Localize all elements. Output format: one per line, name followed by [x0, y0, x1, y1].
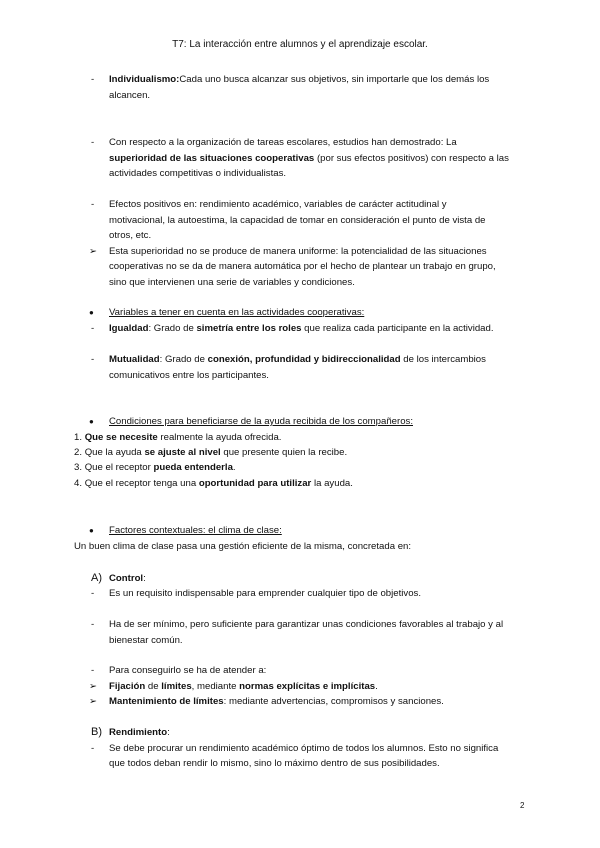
individualismo-line — [109, 74, 489, 86]
text: de — [145, 681, 162, 692]
mantenimiento-line — [109, 696, 444, 708]
item-number: 4. — [74, 478, 83, 489]
term-normas: normas explícitas e implícitas — [239, 681, 376, 692]
text: : Grado de — [148, 323, 197, 334]
text: la ayuda. — [311, 478, 353, 489]
rendimiento-line-1: Se debe procurar un rendimiento académico óptimo de todos los alumnos. Esto no significa — [109, 743, 499, 754]
term-simetria: simetría entre los roles — [196, 323, 302, 334]
page-header-title: T7: La interacción entre alumnos y el aprendizaje escolar. — [172, 39, 428, 50]
term-limites: límites — [161, 681, 192, 692]
term-mutualidad: Mutualidad — [109, 354, 160, 365]
arrow-marker: ➢ — [89, 681, 98, 692]
term-control: Control — [109, 573, 144, 584]
condiciones-heading: Condiciones para beneficiarse de la ayuda recibida de los compañeros: — [109, 416, 413, 427]
page-number: 2 — [520, 801, 525, 810]
condicion-item — [74, 462, 236, 474]
term-individualismo: Individualismo: — [109, 74, 180, 85]
term: pueda entenderla — [153, 462, 233, 473]
item-number: 2. — [74, 447, 83, 458]
section-letter-b: B) — [91, 726, 102, 738]
igualdad-line — [109, 323, 494, 335]
rendimiento-line-2: que todos deban rendir lo mismo, sino lo máximo dentro de sus posibilidades. — [109, 758, 440, 769]
bullet-marker: ● — [89, 526, 94, 535]
text: que realiza cada participante en la actividad. — [301, 323, 494, 334]
term-conexion: conexión, profundidad y bidireccionalidad — [207, 354, 401, 365]
condicion-item — [74, 478, 353, 490]
dash-marker: - — [91, 619, 95, 630]
term: se ajuste al nivel — [144, 447, 221, 458]
text: que presente quien la recibe. — [220, 447, 348, 458]
arrow-marker: ➢ — [89, 246, 98, 257]
term: Que se necesite — [84, 432, 158, 443]
text: (por sus efectos positivos) con respecto a las — [314, 153, 509, 164]
superioridad-line-1: Esta superioridad no se produce de manera uniforme: la potencialidad de las situaciones — [109, 246, 487, 257]
superioridad-line-3: sino que intervienen una serie de variables y condiciones. — [109, 277, 355, 288]
efectos-line-2: motivacional, la autoestima, la capacidad de tomar en consideración el punto de vista de — [109, 215, 486, 226]
text: Cada uno busca alcanzar sus objetivos, sin importarle que los demás los — [179, 74, 490, 85]
dash-marker: - — [91, 137, 95, 148]
text: . — [375, 681, 378, 692]
text: : mediante advertencias, compromisos y sanciones. — [223, 696, 444, 707]
section-letter-a: A) — [91, 572, 102, 584]
dash-marker: - — [91, 323, 95, 334]
term-rendimiento: Rendimiento — [109, 727, 168, 738]
bullet-marker: ● — [89, 417, 94, 426]
dash-marker: - — [91, 743, 95, 754]
dash-marker: - — [91, 588, 95, 599]
control-line-4: Para conseguirlo se ha de atender a: — [109, 665, 267, 676]
item-number: 3. — [74, 462, 83, 473]
control-line-2: Ha de ser mínimo, pero suficiente para garantizar unas condiciones favorables al trabajo y al — [109, 619, 504, 630]
text: : Grado de — [159, 354, 208, 365]
factores-intro: Un buen clima de clase pasa una gestión eficiente de la misma, concretada en: — [74, 541, 412, 552]
efectos-line-3: otros, etc. — [109, 230, 152, 241]
control-line-3: bienestar común. — [109, 635, 183, 646]
rendimiento-title — [109, 727, 170, 739]
control-line-1: Es un requisito indispensable para emprender cualquier tipo de objetivos. — [109, 588, 421, 599]
text: . — [232, 462, 236, 473]
text: Que la ayuda — [84, 447, 145, 458]
condicion-item — [74, 432, 281, 444]
organizacion-line-3: actividades competitivas o individualistas. — [109, 168, 287, 179]
superioridad-line-2: cooperativas no se da de manera automática por el hecho de plantear un trabajo en grupo, — [109, 261, 496, 272]
text: Que el receptor — [84, 462, 154, 473]
condicion-item — [74, 447, 347, 459]
dash-marker: - — [91, 665, 95, 676]
text: : — [143, 573, 146, 584]
mutualidad-line-1 — [109, 354, 486, 366]
term-fijacion: Fijación — [109, 681, 146, 692]
term-superioridad: superioridad de las situaciones cooperativas — [109, 153, 315, 164]
efectos-line-1: Efectos positivos en: rendimiento académico, variables de carácter actitudinal y — [109, 199, 447, 210]
factores-heading: Factores contextuales: el clima de clase: — [109, 525, 282, 536]
dash-marker: - — [91, 354, 95, 365]
variables-heading: Variables a tener en cuenta en las actividades cooperativas: — [109, 307, 365, 318]
term-mantenimiento: Mantenimiento de límites — [109, 696, 224, 707]
term: oportunidad para utilizar — [198, 478, 312, 489]
organizacion-line-2 — [109, 153, 509, 165]
bullet-marker: ● — [89, 308, 94, 317]
term-igualdad: Igualdad — [109, 323, 149, 334]
organizacion-line-1: Con respecto a la organización de tareas escolares, estudios han demostrado: La — [109, 137, 457, 148]
dash-marker: - — [91, 199, 95, 210]
arrow-marker: ➢ — [89, 696, 98, 707]
individualismo-line-2: alcancen. — [109, 90, 151, 101]
text: : — [167, 727, 170, 738]
mutualidad-line-2: comunicativos entre los participantes. — [109, 370, 269, 381]
text: Que el receptor tenga una — [84, 478, 199, 489]
control-title — [109, 573, 146, 585]
dash-marker: - — [91, 74, 95, 85]
text: realmente la ayuda ofrecida. — [157, 432, 282, 443]
text: , mediante — [191, 681, 240, 692]
item-number: 1. — [74, 432, 83, 443]
fijacion-line — [109, 681, 378, 693]
text: de los intercambios — [400, 354, 486, 365]
